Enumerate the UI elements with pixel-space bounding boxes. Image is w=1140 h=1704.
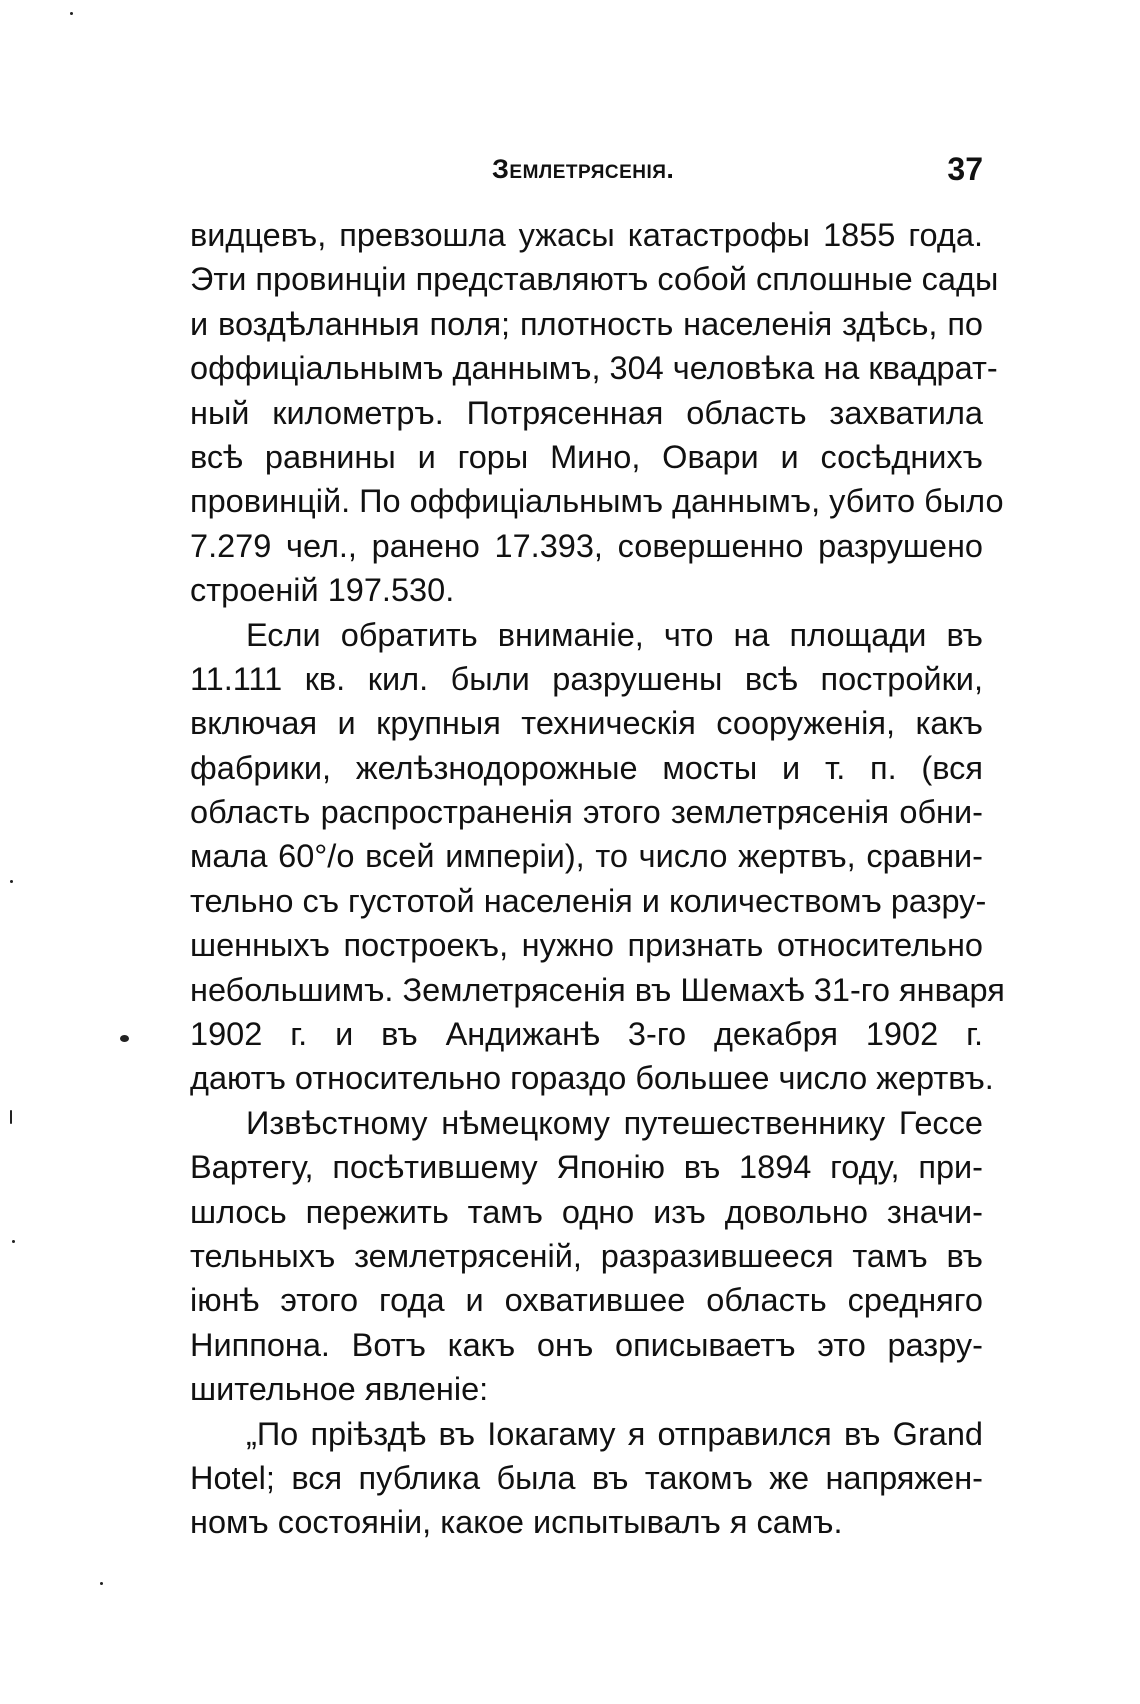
text-line: тельно съ густотой населенія и количествомъ разру- bbox=[190, 882, 987, 919]
text-line: Hotel; вся публика была въ такомъ же напряжен- bbox=[190, 1459, 983, 1496]
scan-speck bbox=[10, 880, 13, 883]
text-line: тельныхъ землетрясеній, разразившееся тамъ въ bbox=[190, 1237, 983, 1274]
text-line: 11.111 кв. кил. были разрушены всѣ постройки, bbox=[190, 660, 983, 697]
text-line: „По пріѣздѣ въ Іокагаму я отправился въ Grand bbox=[246, 1415, 983, 1452]
text-line: провинцій. По оффиціальнымъ даннымъ, убито было bbox=[190, 483, 1004, 520]
text-line: ный километръ. Потрясенная область захватила bbox=[190, 394, 983, 431]
text-line: небольшимъ. Землетрясенія въ Шемахѣ 31-го января bbox=[190, 971, 1005, 1008]
body-text bbox=[190, 213, 1005, 1545]
text-line: 1902 г. и въ Андижанѣ 3-го декабря 1902 г. bbox=[190, 1016, 983, 1053]
chapter-title: Землетрясенія. bbox=[492, 154, 675, 184]
text-line: фабрики, желѣзнодорожные мосты и т. п. (вся bbox=[190, 749, 983, 786]
text-line: номъ состояніи, какое испытывалъ я самъ. bbox=[190, 1504, 843, 1541]
text-line: мала 60°/o всей имперіи), то число жертвъ, сравни- bbox=[190, 838, 983, 875]
text-line: іюнѣ этого года и охватившее область средняго bbox=[190, 1282, 983, 1319]
text-line: область распространенія этого землетрясенія обни- bbox=[190, 794, 983, 831]
scan-speck bbox=[10, 1110, 12, 1124]
text-line: строеній 197.530. bbox=[190, 572, 455, 609]
text-line: Эти провинціи представляютъ собой сплошные сады bbox=[190, 261, 999, 298]
scan-speck bbox=[120, 1035, 129, 1042]
text-line: и воздѣланныя поля; плотность населенія здѣсь, по bbox=[190, 305, 983, 342]
text-line: 7.279 чел., ранено 17.393, совершенно разрушено bbox=[190, 527, 983, 564]
text-line: всѣ равнины и горы Мино, Овари и сосѣднихъ bbox=[190, 438, 983, 475]
page-number: 37 bbox=[947, 151, 983, 187]
text-line: Ниппона. Вотъ какъ онъ описываетъ это разру- bbox=[190, 1326, 983, 1363]
text-line: Извѣстному нѣмецкому путешественнику Гессе bbox=[246, 1104, 983, 1141]
text-line: шлось пережить тамъ одно изъ довольно значи- bbox=[190, 1193, 983, 1230]
text-line: шительное явленіе: bbox=[190, 1371, 489, 1408]
text-line: включая и крупныя техническія сооруженія, какъ bbox=[190, 705, 983, 742]
text-line: Вартегу, посѣтившему Японію въ 1894 году, при- bbox=[190, 1149, 983, 1186]
text-line: видцевъ, превзошла ужасы катастрофы 1855 года. bbox=[190, 217, 983, 253]
scan-speck bbox=[100, 1582, 103, 1585]
text-line: Если обратить вниманіе, что на площади въ bbox=[246, 616, 983, 653]
text-line: шенныхъ построекъ, нужно признать относительно bbox=[190, 927, 983, 964]
running-head bbox=[190, 146, 983, 192]
scan-speck bbox=[70, 12, 73, 15]
scan-speck bbox=[12, 1240, 15, 1243]
text-line: оффиціальнымъ даннымъ, 304 человѣка на квадрат- bbox=[190, 350, 998, 387]
text-line: даютъ относительно гораздо большее число жертвъ. bbox=[190, 1060, 994, 1097]
